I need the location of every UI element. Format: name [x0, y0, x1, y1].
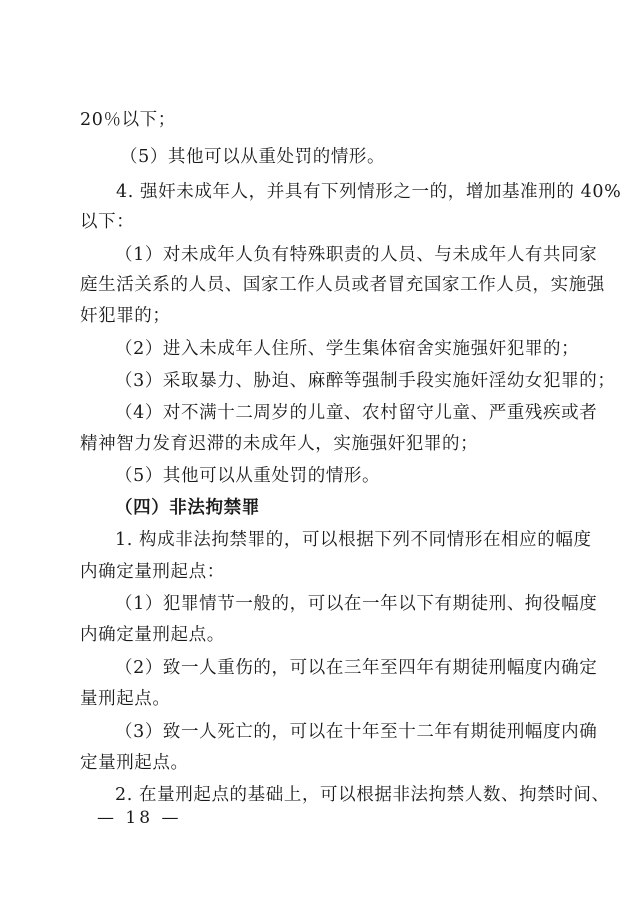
text-line-5: （1）对未成年人负有特殊职责的人员、与未成年人有共同家: [115, 245, 598, 265]
text-line-17: 内确定量刑起点。: [80, 625, 225, 645]
text-line-20: （3）致一人死亡的，可以在十年至十二年有期徒刑幅度内确: [115, 722, 598, 742]
text-line-22: 2. 在量刑起点的基础上，可以根据非法拘禁人数、拘禁时间、: [115, 785, 610, 805]
text-line-19: 量刑起点。: [80, 689, 171, 709]
section-heading: （四）非法拘禁罪: [115, 498, 260, 518]
text-line-7: 奸犯罪的；: [80, 306, 171, 326]
page-number: — 18 —: [97, 808, 182, 828]
text-line-8: （2）进入未成年人住所、学生集体宿舍实施强奸犯罪的；: [115, 339, 580, 359]
text-line-16: （1）犯罪情节一般的，可以在一年以下有期徒刑、拘役幅度: [115, 594, 598, 614]
text-line-9: （3）采取暴力、胁迫、麻醉等强制手段实施奸淫幼女犯罪的；: [115, 371, 616, 391]
text-line-15: 内确定量刑起点：: [80, 562, 225, 582]
text-line-2: （5）其他可以从重处罚的情形。: [120, 147, 386, 167]
text-line-6: 庭生活关系的人员、国家工作人员或者冒充国家工作人员，实施强: [80, 275, 605, 295]
text-line-21: 定量刑起点。: [80, 753, 189, 773]
text-line-3: 4. 强奸未成年人，并具有下列情形之一的，增加基准刑的 40%: [116, 182, 622, 202]
text-line-10: （4）对不满十二周岁的儿童、农村留守儿童、严重残疾或者: [115, 403, 598, 423]
text-line-1: 20％以下；: [80, 110, 176, 130]
text-line-18: （2）致一人重伤的，可以在三年至四年有期徒刑幅度内确定: [115, 658, 598, 678]
text-line-4: 以下：: [80, 212, 135, 232]
text-line-11: 精神智力发育迟滞的未成年人，实施强奸犯罪的；: [80, 434, 479, 454]
text-line-14: 1. 构成非法拘禁罪的，可以根据下列不同情形在相应的幅度: [115, 530, 592, 550]
text-line-12: （5）其他可以从重处罚的情形。: [115, 466, 381, 486]
